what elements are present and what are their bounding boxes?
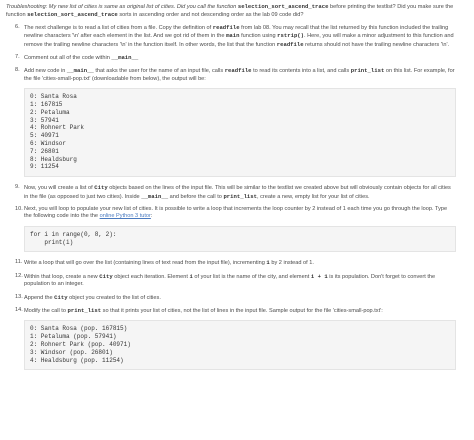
step-text: and before the call to — [168, 193, 224, 200]
output-line: 0: Santa Rosa (pop. 167815) — [30, 325, 128, 333]
step-number: 13. — [15, 293, 23, 300]
python-tutor-link[interactable]: online Python 3 tutor — [99, 213, 151, 220]
step-6 — [15, 23, 456, 49]
loop-code-block — [24, 226, 456, 253]
inline-code: selection_sort_ascend_trace — [237, 3, 329, 10]
step-number: 14. — [15, 307, 23, 314]
steps-list-c — [6, 259, 456, 315]
inline-code: readfile — [224, 67, 252, 75]
inline-code: __main__ — [111, 54, 139, 62]
step-text: that asks the user for the name of an input file, calls — [93, 68, 225, 75]
output-line: 8: Healdsburg — [30, 155, 77, 163]
troubleshooting-text: sorts in ascending order and not descending order as the lab 09 code did? — [119, 12, 304, 19]
code-line: for i in range(0, 8, 2): — [30, 230, 117, 238]
step-number: 12. — [15, 272, 23, 279]
output-line: 7: 26801 — [30, 147, 59, 155]
step-text: Within that loop, create a new — [24, 273, 100, 280]
step-14 — [15, 307, 456, 315]
inline-code: i — [189, 272, 193, 280]
step-text: to read its contents into a list, and calls — [251, 68, 351, 75]
troubleshooting-italic: Troubleshooting: My new list of cities is same as original list of cities. Did you call the function — [6, 4, 237, 10]
steps-list-b — [6, 184, 456, 221]
steps-list-a — [6, 24, 456, 83]
output-line: 1: 167815 — [30, 101, 63, 109]
output-line: 2: Petaluma — [30, 108, 70, 116]
step-text: , create a new, empty list for your list of cities. — [257, 193, 370, 200]
step-text: from lab 08. You may recall that the list returned by this function included the trailing newline characters '\n' after each element in the list. And we got rid of them in the — [24, 24, 449, 40]
step-9 — [15, 184, 456, 201]
step-text: Now, you will create a list of — [24, 185, 95, 192]
troubleshooting-text: before printing the testlist? Did you make sure the function — [6, 4, 454, 19]
step-text: Add new code in — [24, 68, 67, 75]
step-number: 11. — [15, 259, 23, 266]
step-number: 6. — [15, 23, 20, 30]
output-code-block-2 — [24, 320, 456, 370]
inline-code: 1 — [266, 259, 270, 267]
step-text: is its population. Don't forget to convert the population to an integer. — [24, 273, 436, 288]
inline-code: readfile — [276, 40, 304, 48]
step-12 — [15, 272, 456, 289]
output-line: 3: 57941 — [30, 116, 59, 124]
step-text: Write a loop that will go over the list (containing lines of text read from the input file), incrementing — [24, 260, 267, 267]
inline-code: City — [54, 293, 68, 301]
output-line: 0: Santa Rosa — [30, 93, 77, 101]
step-number: 8. — [15, 67, 20, 74]
inline-code: print_list — [223, 192, 258, 200]
step-text: object each iteration. Element — [112, 273, 190, 280]
step-number: 7. — [15, 54, 20, 61]
code-line: print(i) — [30, 238, 74, 246]
step-text: object you created to the list of cities. — [67, 294, 161, 301]
output-line: 9: 11254 — [30, 163, 59, 171]
step-10 — [15, 206, 456, 221]
step-text: by 2 instead of 1. — [269, 260, 314, 267]
inline-code: selection_sort_ascend_trace — [27, 11, 118, 19]
step-text: on this list. For example, for the file 'cities-small-pop.txt' (downloadable from below), the output will be: — [24, 68, 455, 82]
output-line: 2: Rohnert Park (pop. 40971) — [30, 341, 131, 349]
inline-code: print_list — [350, 67, 385, 75]
output-code-block-1 — [24, 88, 456, 177]
step-text: Next, you will loop to populate your new list of cities. It is possible to write a loop that increments the loop counter by 2 instead of 1 each time you go through the loop. Type the following code into the the — [24, 206, 448, 220]
step-13 — [15, 293, 456, 302]
step-text: The next challenge is to read a list of cities from a file. Copy the definition of — [24, 24, 213, 31]
output-line: 5: 40971 — [30, 132, 59, 140]
inline-code: main — [226, 32, 240, 40]
inline-code: __main__ — [141, 192, 169, 200]
step-text: : — [150, 213, 153, 220]
step-text: Comment out all of the code within — [24, 55, 112, 62]
step-number: 10. — [15, 206, 23, 213]
step-text: Modify the call to — [24, 308, 68, 315]
inline-code: readfile — [212, 23, 240, 31]
step-text: so that it prints your list of cities, not the list of lines in the input file. Sample output for the file 'cities-small-pop.txt': — [101, 308, 383, 315]
output-line: 4: Healdsburg (pop. 11254) — [30, 356, 124, 364]
step-11 — [15, 259, 456, 267]
inline-code: print_list — [67, 307, 102, 315]
step-text: function using — [239, 33, 278, 40]
step-text: . Here, you will make a minor adjustment to this function and remove the trailing newline characters '\n' in the function itself. In other words, the list that the function — [24, 33, 454, 48]
step-text: of your list is the name of the city, and element — [192, 273, 311, 280]
step-number: 9. — [15, 184, 20, 191]
inline-code: City — [99, 272, 113, 280]
inline-code: __main__ — [66, 67, 94, 75]
step-text: returns should not have the trailing newline characters '\n'. — [303, 41, 450, 48]
output-line: 4: Rohnert Park — [30, 124, 85, 132]
inline-code: City — [94, 184, 108, 192]
step-text: Append the — [24, 294, 55, 301]
troubleshooting-note — [6, 3, 456, 20]
output-line: 1: Petaluma (pop. 57941) — [30, 333, 117, 341]
step-7 — [15, 54, 456, 62]
step-8 — [15, 67, 456, 83]
inline-code: rstrip() — [277, 32, 305, 40]
output-line: 3: Windsor (pop. 26801) — [30, 348, 113, 356]
inline-code: i + 1 — [310, 272, 328, 280]
step-text: objects based on the lines of the input file. This will be similar to the testlist we created above but will obviously contain objects for all cities in the file (as opposed to just two cities). Inside — [24, 185, 451, 200]
output-line: 6: Windsor — [30, 140, 67, 148]
